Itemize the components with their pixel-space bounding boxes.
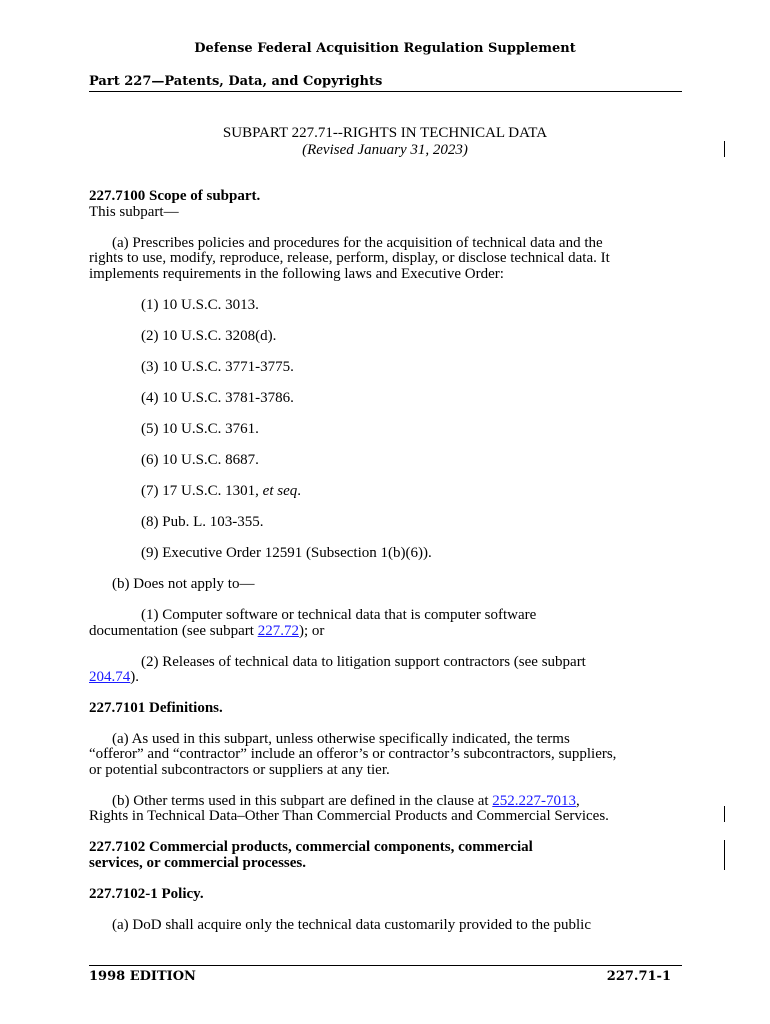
paragraph-text: documentation (see subpart	[89, 623, 258, 639]
paragraph-b-line	[112, 793, 580, 809]
paragraph-text: ).	[130, 669, 139, 685]
footer-page-number: 227.71-1	[606, 969, 671, 984]
list-item-italic: et seq	[262, 483, 298, 499]
list-item: (2) 10 U.S.C. 3208(d).	[141, 328, 277, 344]
paragraph-b-line: Rights in Technical Data–Other Than Commercial Products and Commercial Services.	[89, 808, 609, 824]
change-bar	[724, 840, 725, 870]
subpart-title: SUBPART 227.71--RIGHTS IN TECHNICAL DATA	[222, 125, 548, 141]
paragraph-b1-line: (1) Computer software or technical data that is computer software	[141, 607, 537, 623]
section-heading-227-7102: 227.7102 Commercial products, commercial components, commercial	[89, 839, 533, 855]
list-item: (8) Pub. L. 103-355.	[141, 514, 264, 530]
list-item: (3) 10 U.S.C. 3771-3775.	[141, 359, 294, 375]
subpart-227-72-link[interactable]: 227.72	[257, 623, 299, 639]
running-header-title: Defense Federal Acquisition Regulation Supplement	[194, 41, 576, 56]
paragraph-a-line: or potential subcontractors or suppliers at any tier.	[89, 762, 390, 778]
paragraph-b2-line: (2) Releases of technical data to litigation support contractors (see subpart	[141, 654, 586, 670]
section-heading-227-7102: services, or commercial processes.	[89, 855, 307, 871]
paragraph-a-line: rights to use, modify, reproduce, release, perform, display, or disclose technical data. It	[89, 250, 610, 266]
paragraph-text: ); or	[298, 623, 325, 639]
paragraph-b1-line	[89, 623, 324, 639]
list-item-text: (7) 17 U.S.C. 1301,	[141, 483, 263, 499]
section-heading-227-7102-1: 227.7102-1 Policy.	[89, 886, 204, 902]
list-item: (5) 10 U.S.C. 3761.	[141, 421, 259, 437]
list-item: (6) 10 U.S.C. 8687.	[141, 452, 259, 468]
paragraph-a-line: (a) Prescribes policies and procedures for the acquisition of technical data and the	[112, 235, 603, 251]
list-item-text: .	[297, 483, 301, 499]
list-item: (4) 10 U.S.C. 3781-3786.	[141, 390, 294, 406]
paragraph-a-line: “offeror” and “contractor” include an offeror’s or contractor’s subcontractors, suppliers,	[89, 746, 617, 762]
paragraph-a-line: implements requirements in the following laws and Executive Order:	[89, 266, 504, 282]
paragraph-text: ,	[576, 793, 580, 809]
paragraph-a-line: (a) As used in this subpart, unless otherwise specifically indicated, the terms	[112, 731, 570, 747]
list-item: (9) Executive Order 12591 (Subsection 1(b)(6)).	[141, 545, 432, 561]
paragraph-a-line: (a) DoD shall acquire only the technical data customarily provided to the public	[112, 917, 592, 933]
paragraph-b2-line	[89, 669, 139, 685]
list-item	[141, 483, 301, 499]
footer-rule	[89, 965, 682, 966]
running-header-part: Part 227—Patents, Data, and Copyrights	[89, 74, 383, 89]
change-bar	[724, 806, 725, 822]
paragraph-text: (b) Other terms used in this subpart are defined in the clause at	[112, 793, 493, 809]
section-intro: This subpart—	[89, 204, 179, 220]
list-item: (1) 10 U.S.C. 3013.	[141, 297, 259, 313]
change-bar	[724, 141, 725, 157]
footer-edition: 1998 EDITION	[89, 969, 196, 984]
section-heading-227-7100: 227.7100 Scope of subpart.	[89, 188, 261, 204]
clause-252-227-7013-link[interactable]: 252.227-7013	[492, 793, 577, 809]
subpart-revised-date: (Revised January 31, 2023)	[302, 142, 468, 158]
paragraph-b: (b) Does not apply to—	[112, 576, 255, 592]
subpart-204-74-link[interactable]: 204.74	[89, 669, 131, 685]
section-heading-227-7101: 227.7101 Definitions.	[89, 700, 223, 716]
header-rule	[89, 91, 682, 92]
